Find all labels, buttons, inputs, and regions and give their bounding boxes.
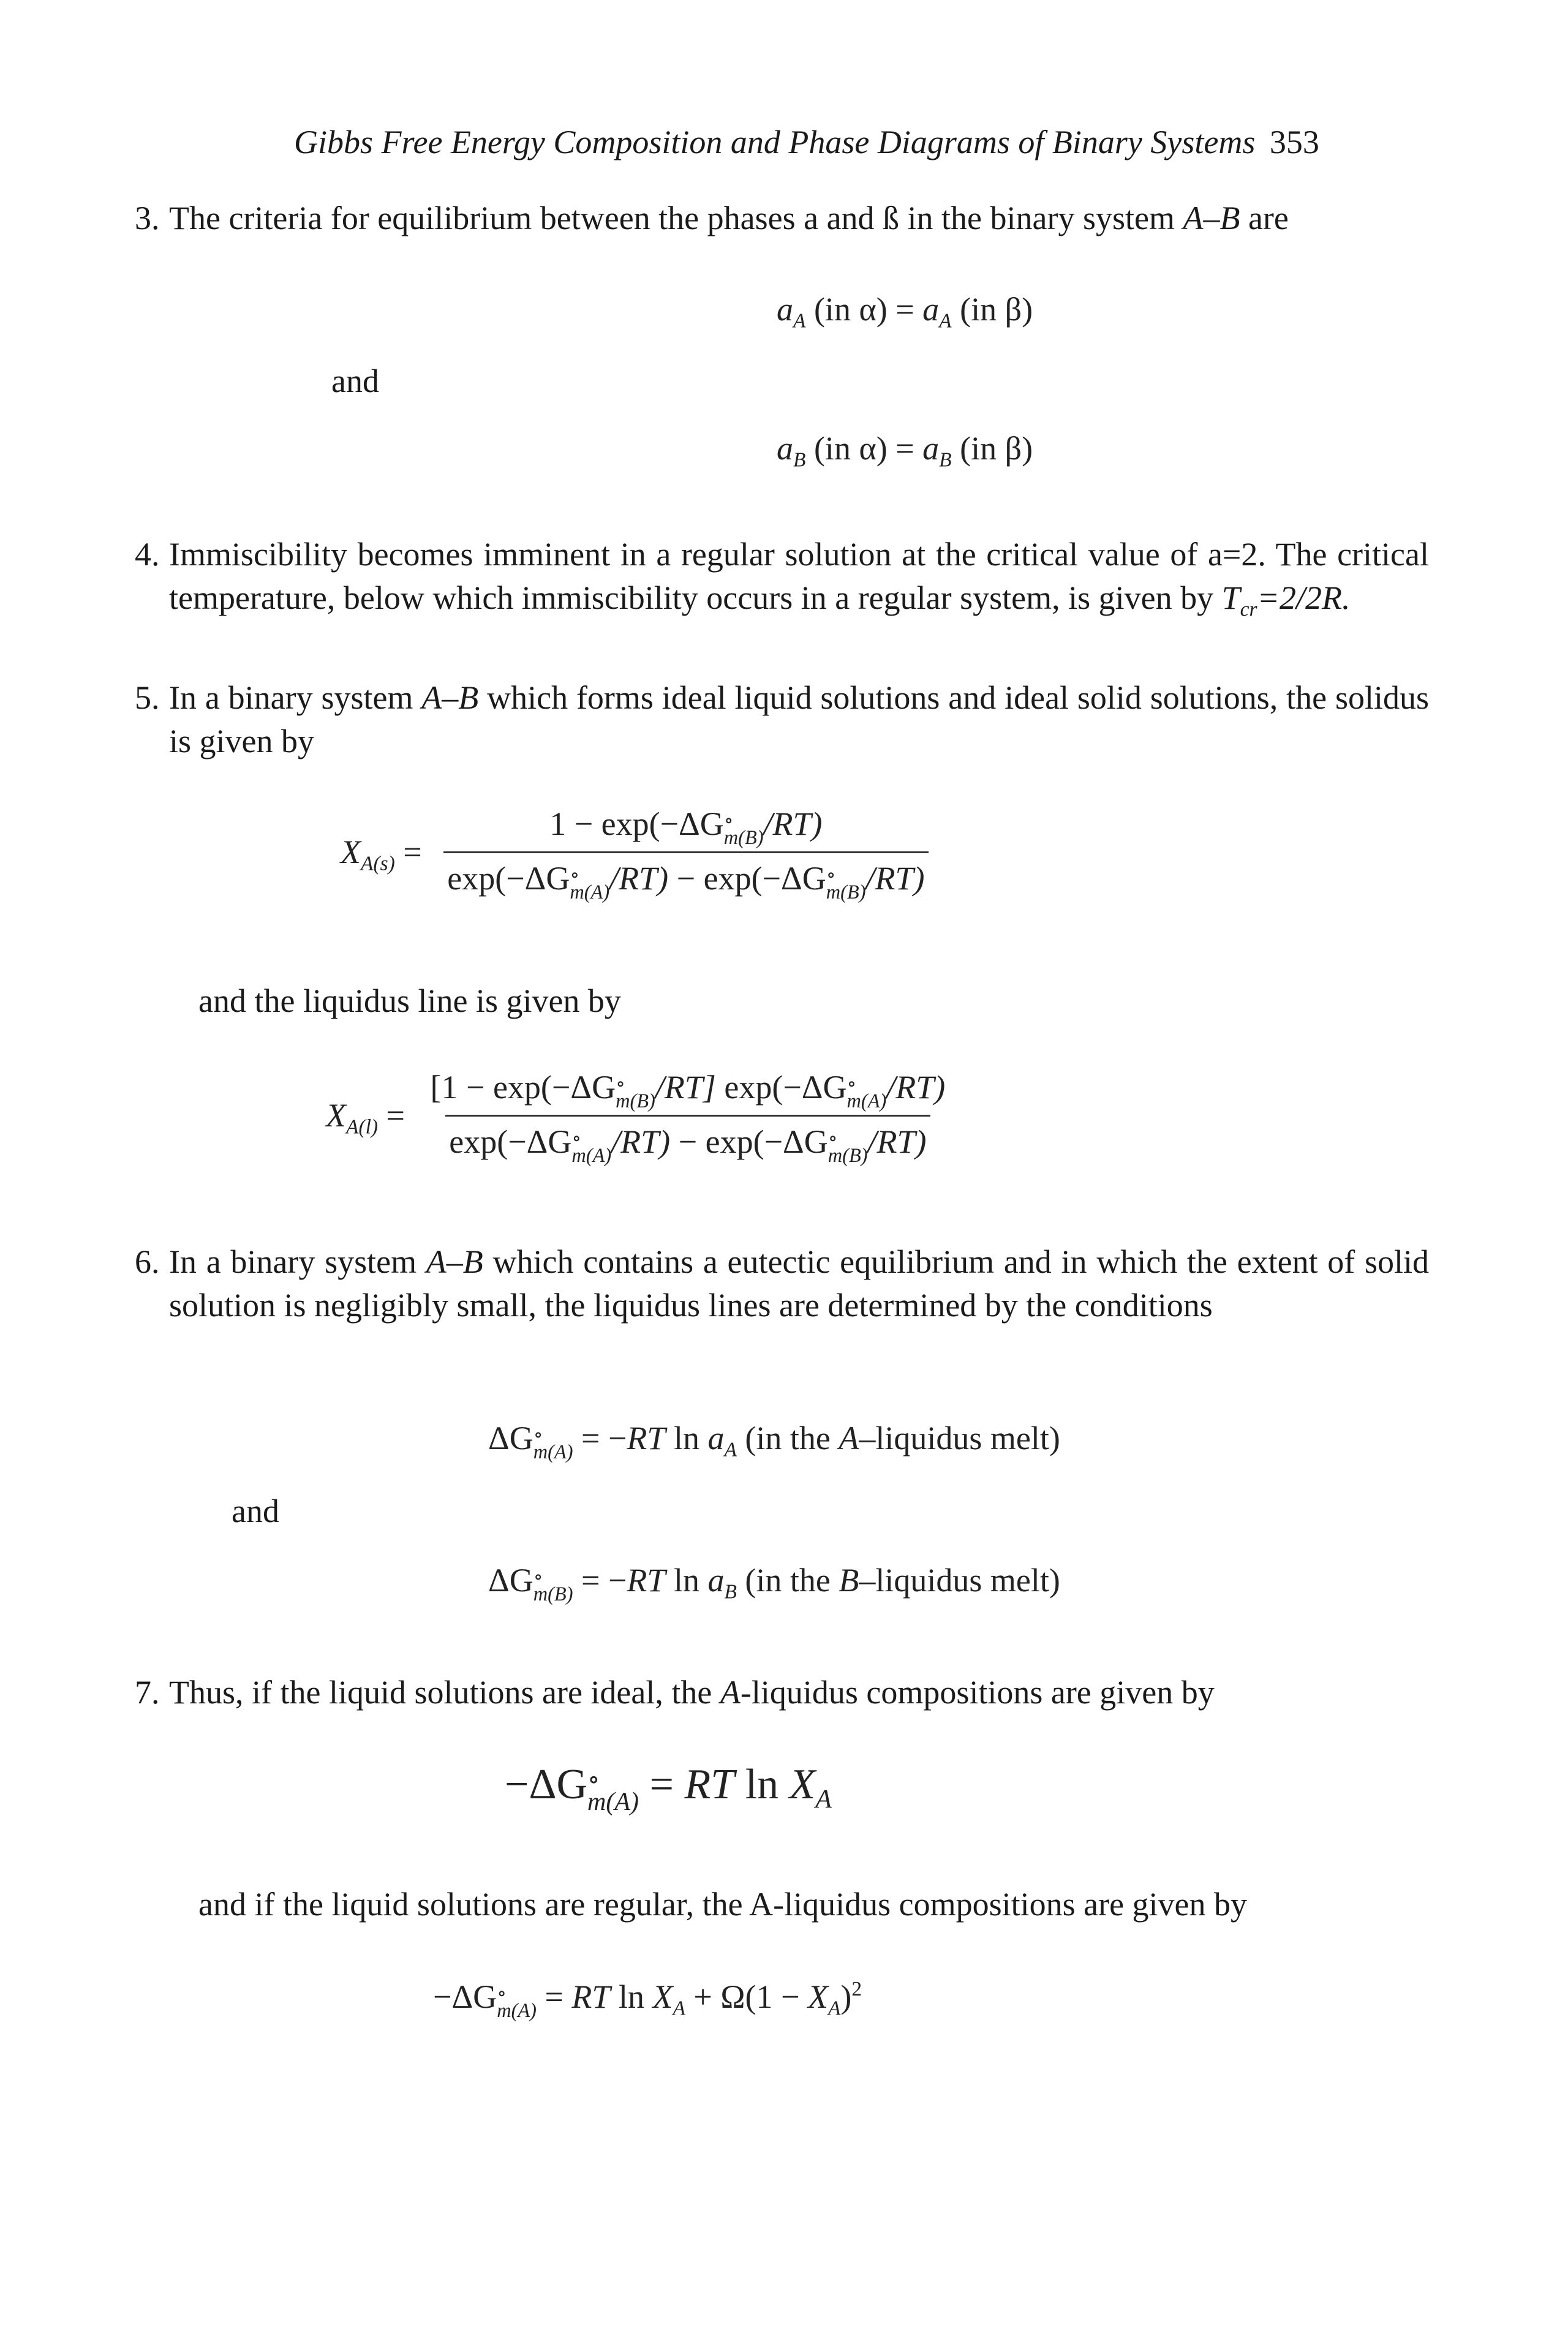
italic-text: X	[341, 833, 361, 870]
list-item-6	[135, 1240, 1429, 1327]
italic-text: /RT)	[611, 1123, 671, 1160]
degree-superscript: ∘	[616, 1072, 625, 1095]
italic-text: a	[777, 291, 793, 328]
equation-activity-b	[777, 427, 1033, 470]
subscript: m(A)	[571, 1144, 612, 1167]
standard-state-script	[587, 1765, 639, 1816]
subscript: A	[827, 1997, 841, 2020]
text-run: =	[394, 833, 422, 870]
italic-text: a	[922, 430, 940, 467]
equation-ideal-liquidus	[505, 1759, 832, 1815]
text-run: ln	[665, 1562, 708, 1599]
italic-text: RT	[627, 1562, 666, 1599]
text-run: 1 − exp(−ΔG	[549, 805, 724, 842]
italic-text: RT	[571, 1978, 611, 2015]
connective-and: and	[232, 1493, 279, 1529]
subscript: m(A)	[846, 1090, 887, 1112]
item-text	[169, 1240, 1429, 1327]
italic-text: B	[839, 1562, 859, 1599]
subscript: m(B)	[826, 881, 866, 903]
italic-text: A–B	[421, 679, 479, 716]
degree-superscript: ∘	[497, 1982, 507, 2005]
text-run: (in β)	[951, 291, 1033, 328]
text-run: (in β)	[951, 430, 1033, 467]
liquidus-intro: and the liquidus line is given by	[198, 982, 621, 1019]
subscript: A	[724, 1438, 737, 1461]
text-run: are	[1240, 200, 1289, 236]
text-run: = −	[573, 1420, 627, 1457]
item-number: 7.	[135, 1674, 160, 1711]
text-run: Thus, if the liquid solutions are ideal, the	[169, 1674, 720, 1711]
italic-text: /RT)	[886, 1069, 946, 1106]
subscript: m(B)	[723, 826, 764, 849]
italic-text: /RT]	[655, 1069, 716, 1106]
text-run: − exp(−ΔG	[670, 1123, 828, 1160]
text-run: =	[536, 1978, 572, 2015]
text-run: )	[840, 1978, 852, 2015]
standard-state-script	[846, 1072, 887, 1112]
subscript: B	[939, 448, 952, 472]
italic-text: /RT)	[763, 805, 823, 842]
standard-state-script	[827, 1127, 868, 1167]
denominator	[443, 851, 928, 902]
text-run: Immiscibility becomes imminent in a regular solution at the critical value of a=2. The critical temperature, below which immiscibility occurs in a regular system, is given by	[169, 536, 1429, 616]
italic-text: X	[326, 1096, 346, 1134]
numerator	[546, 802, 826, 851]
italic-text: /RT)	[609, 859, 669, 897]
text-run: ln	[665, 1420, 708, 1457]
italic-text: /RT)	[865, 859, 925, 897]
italic-text: A	[720, 1674, 741, 1711]
text-run: [1 − exp(−ΔG	[430, 1069, 616, 1106]
italic-text: a	[777, 430, 793, 467]
superscript: 2	[851, 1977, 862, 2000]
standard-state-script	[616, 1072, 655, 1112]
connective-and: and	[331, 363, 379, 399]
text-run: In a binary system	[169, 679, 422, 716]
degree-superscript: ∘	[827, 1127, 838, 1150]
degree-superscript: ∘	[723, 809, 734, 832]
subscript: cr	[1240, 598, 1257, 621]
regular-intro: and if the liquid solutions are regular, the A-liquidus compositions are given by	[198, 1886, 1248, 1923]
text-run: exp(−ΔG	[715, 1069, 847, 1106]
list-item-3	[135, 197, 1429, 240]
degree-superscript: ∘	[570, 864, 580, 886]
item-number: 3.	[135, 200, 160, 236]
degree-superscript: ∘	[826, 864, 836, 886]
equation-solidus	[341, 802, 929, 902]
liquidus-fraction	[427, 1066, 949, 1166]
subscript: A	[673, 1997, 685, 2020]
text-run: =	[639, 1761, 685, 1808]
subscript: m(B)	[827, 1144, 868, 1167]
list-item-7	[135, 1671, 1429, 1714]
text-run: − exp(−ΔG	[668, 859, 826, 897]
solidus-lhs	[341, 833, 422, 875]
item-text	[169, 676, 1429, 763]
text-run: + Ω(1 −	[685, 1978, 808, 2015]
subscript: m(A)	[533, 1441, 573, 1463]
text-run: –liquidus melt)	[859, 1562, 1060, 1599]
text-run: −ΔG	[505, 1761, 588, 1808]
subscript: A	[793, 309, 806, 333]
subscript: A	[815, 1784, 832, 1814]
text-run: (in α) =	[805, 291, 923, 328]
italic-text: A–B	[426, 1243, 483, 1280]
subscript: m(A)	[570, 881, 610, 903]
italic-text: A	[839, 1420, 859, 1457]
subscript: B	[793, 448, 806, 472]
text-run: which contains a eutectic equilibrium and in which the extent of solid solution is negligibly small, the liquidus lines are determined by the conditions	[169, 1243, 1430, 1324]
text-run: (in the	[736, 1562, 839, 1599]
text-run: (in the	[736, 1420, 839, 1457]
text-run: exp(−ΔG	[449, 1123, 572, 1160]
header-title: Gibbs Free Energy Composition and Phase Diagrams of Binary Systems	[294, 124, 1256, 160]
equation-gibbs-a	[488, 1417, 1060, 1462]
standard-state-script	[533, 1566, 573, 1605]
item-text	[169, 533, 1429, 620]
italic-text: a	[707, 1562, 725, 1599]
italic-text: RT	[684, 1761, 735, 1808]
degree-superscript: ∘	[571, 1127, 582, 1150]
text-run: = −	[573, 1562, 627, 1599]
text-run: ln	[734, 1761, 790, 1808]
liquidus-lhs	[326, 1096, 405, 1139]
subscript: m(B)	[533, 1583, 573, 1605]
item-number: 4.	[135, 536, 160, 573]
subscript: A	[939, 309, 952, 333]
solidus-fraction	[443, 802, 928, 902]
degree-superscript: ∘	[846, 1072, 857, 1095]
text-run: exp(−ΔG	[447, 859, 570, 897]
standard-state-script	[571, 1127, 612, 1167]
standard-state-script	[723, 809, 764, 849]
list-item-5	[135, 676, 1429, 763]
text-run: which forms ideal liquid solutions and ideal solid solutions, the solidus is given by	[169, 679, 1429, 760]
item-text	[169, 1671, 1429, 1714]
text-run: The criteria for equilibrium between the phases a and ß in the binary system	[169, 200, 1183, 236]
italic-text: X	[789, 1761, 816, 1808]
italic-text: =2/2R.	[1257, 579, 1351, 616]
degree-superscript: ∘	[533, 1423, 543, 1446]
text-run: In a binary system	[169, 1243, 426, 1280]
subscript: m(A)	[497, 1999, 537, 2022]
italic-text: a	[707, 1420, 725, 1457]
standard-state-script	[533, 1423, 573, 1463]
list-item-4	[135, 533, 1429, 620]
equation-activity-a	[777, 288, 1033, 331]
subscript: m(A)	[587, 1787, 639, 1816]
item-number: 6.	[135, 1243, 160, 1280]
italic-text: /RT)	[867, 1123, 927, 1160]
standard-state-script	[497, 1982, 537, 2022]
page-number: 353	[1269, 124, 1319, 160]
text-run: =	[378, 1096, 405, 1134]
equation-liquidus	[326, 1066, 949, 1166]
equation-gibbs-b	[488, 1559, 1060, 1604]
item-text	[169, 197, 1429, 240]
italic-text: X	[652, 1978, 673, 2015]
italic-text: a	[922, 291, 940, 328]
italic-text: X	[807, 1978, 828, 2015]
text-run: (in α) =	[805, 430, 923, 467]
subscript: A(l)	[346, 1115, 379, 1139]
subscript: B	[724, 1580, 737, 1604]
denominator	[445, 1115, 930, 1166]
subscript: A(s)	[361, 852, 395, 875]
standard-state-script	[826, 864, 866, 903]
text-run: -liquidus compositions are given by	[740, 1674, 1215, 1711]
text-run: −ΔG	[433, 1978, 497, 2015]
item-number: 5.	[135, 679, 160, 716]
running-header	[294, 121, 1319, 164]
text-run: –liquidus melt)	[859, 1420, 1060, 1457]
equation-regular-liquidus	[433, 1975, 862, 2021]
text-run: ΔG	[488, 1562, 533, 1599]
degree-superscript: ∘	[587, 1765, 600, 1794]
text-run: ΔG	[488, 1420, 533, 1457]
italic-text: A–B	[1183, 200, 1240, 236]
italic-text: T	[1221, 579, 1240, 616]
text-run: ln	[610, 1978, 653, 2015]
italic-text: RT	[627, 1420, 666, 1457]
numerator	[427, 1066, 949, 1115]
standard-state-script	[570, 864, 610, 903]
subscript: m(B)	[616, 1090, 655, 1112]
degree-superscript: ∘	[533, 1566, 543, 1588]
